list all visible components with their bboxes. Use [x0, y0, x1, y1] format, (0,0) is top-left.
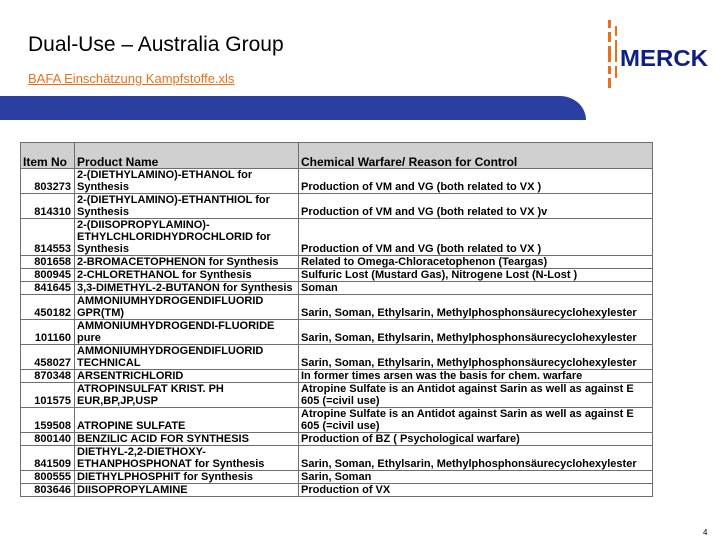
- cell-product: 2-CHLORETHANOL for Synthesis: [75, 269, 299, 282]
- table-row: [21, 471, 653, 484]
- cell-reason: Sarin, Soman, Ethylsarin, Methylphosphonsäurecyclohexylester: [299, 320, 653, 345]
- header-band: [0, 96, 586, 120]
- cell-item-no: 800945: [21, 269, 75, 282]
- table-row: [21, 219, 653, 256]
- cell-reason: Related to Omega-Chloracetophenon (Teargas): [299, 256, 653, 269]
- table-row: [21, 269, 653, 282]
- cell-reason: Production of BZ ( Psychological warfare): [299, 433, 653, 446]
- spreadsheet: [20, 142, 652, 497]
- table-row: [21, 169, 653, 194]
- table-row: [21, 408, 653, 433]
- cell-product: 2-BROMACETOPHENON for Synthesis: [75, 256, 299, 269]
- source-file-link[interactable]: BAFA Einschätzung Kampfstoffe.xls: [28, 71, 235, 86]
- table-row: [21, 484, 653, 497]
- merck-logo-icon: [604, 20, 710, 90]
- table-row: [21, 295, 653, 320]
- table-row: [21, 256, 653, 269]
- table-row: [21, 194, 653, 219]
- logo-text: MERCK: [620, 45, 709, 71]
- cell-reason: Sarin, Soman, Ethylsarin, Methylphosphonsäurecyclohexylester: [299, 295, 653, 320]
- cell-product: DIETHYL-2,2-DIETHOXY-ETHANPHOSPHONAT for Synthesis: [75, 446, 299, 471]
- cell-product: DIETHYLPHOSPHIT for Synthesis: [75, 471, 299, 484]
- table-row: [21, 282, 653, 295]
- table-row: [21, 433, 653, 446]
- cell-item-no: 801658: [21, 256, 75, 269]
- controlled-chemicals-table: [20, 142, 653, 497]
- cell-reason: Production of VM and VG (both related to VX ): [299, 169, 653, 194]
- header-item-no: Item No: [21, 143, 75, 169]
- cell-reason: Production of VM and VG (both related to VX ): [299, 219, 653, 256]
- cell-item-no: 458027: [21, 345, 75, 370]
- cell-reason: Sarin, Soman, Ethylsarin, Methylphosphonsäurecyclohexylester: [299, 345, 653, 370]
- cell-reason: Sulfuric Lost (Mustard Gas), Nitrogene Lost (N-Lost ): [299, 269, 653, 282]
- cell-reason: Sarin, Soman: [299, 471, 653, 484]
- slide-title: Dual-Use – Australia Group: [28, 33, 284, 56]
- cell-reason: Soman: [299, 282, 653, 295]
- merck-logo: [604, 20, 710, 90]
- cell-product: BENZILIC ACID FOR SYNTHESIS: [75, 433, 299, 446]
- cell-product: AMMONIUMHYDROGENDIFLUORID GPR(TM): [75, 295, 299, 320]
- header-reason: Chemical Warfare/ Reason for Control: [299, 143, 653, 169]
- cell-item-no: 803273: [21, 169, 75, 194]
- cell-product: 2-(DIETHYLAMINO)-ETHANTHIOL for Synthesis: [75, 194, 299, 219]
- page-number: 4: [703, 528, 708, 537]
- cell-item-no: 803646: [21, 484, 75, 497]
- cell-item-no: 814310: [21, 194, 75, 219]
- cell-reason: Production of VM and VG (both related to VX )v: [299, 194, 653, 219]
- cell-item-no: 841645: [21, 282, 75, 295]
- table-row: [21, 345, 653, 370]
- cell-item-no: 800555: [21, 471, 75, 484]
- cell-reason: Atropine Sulfate is an Antidot against Sarin as well as against E 605 (=civil use): [299, 408, 653, 433]
- cell-product: 3,3-DIMETHYL-2-BUTANON for Synthesis: [75, 282, 299, 295]
- cell-product: 2-(DIISOPROPYLAMINO)-ETHYLCHLORIDHYDROCHLORID for Synthesis: [75, 219, 299, 256]
- cell-item-no: 101160: [21, 320, 75, 345]
- table-row: [21, 370, 653, 383]
- table-header-row: [21, 143, 653, 169]
- cell-product: AMMONIUMHYDROGENDI-FLUORIDE pure: [75, 320, 299, 345]
- cell-item-no: 870348: [21, 370, 75, 383]
- cell-product: ATROPINE SULFATE: [75, 408, 299, 433]
- cell-reason: Atropine Sulfate is an Antidot against Sarin as well as against E 605 (=civil use): [299, 383, 653, 408]
- cell-item-no: 450182: [21, 295, 75, 320]
- cell-reason: Production of VX: [299, 484, 653, 497]
- table-row: [21, 320, 653, 345]
- cell-product: ATROPINSULFAT KRIST. PH EUR,BP,JP,USP: [75, 383, 299, 408]
- cell-item-no: 101575: [21, 383, 75, 408]
- header-product-name: Product Name: [75, 143, 299, 169]
- cell-product: ARSENTRICHLORID: [75, 370, 299, 383]
- cell-item-no: 841509: [21, 446, 75, 471]
- cell-item-no: 159508: [21, 408, 75, 433]
- table-row: [21, 383, 653, 408]
- cell-reason: Sarin, Soman, Ethylsarin, Methylphosphonsäurecyclohexylester: [299, 446, 653, 471]
- cell-product: AMMONIUMHYDROGENDIFLUORID TECHNICAL: [75, 345, 299, 370]
- cell-item-no: 800140: [21, 433, 75, 446]
- cell-product: DIISOPROPYLAMINE: [75, 484, 299, 497]
- cell-product: 2-(DIETHYLAMINO)-ETHANOL for Synthesis: [75, 169, 299, 194]
- cell-item-no: 814553: [21, 219, 75, 256]
- cell-reason: In former times arsen was the basis for chem. warfare: [299, 370, 653, 383]
- table-row: [21, 446, 653, 471]
